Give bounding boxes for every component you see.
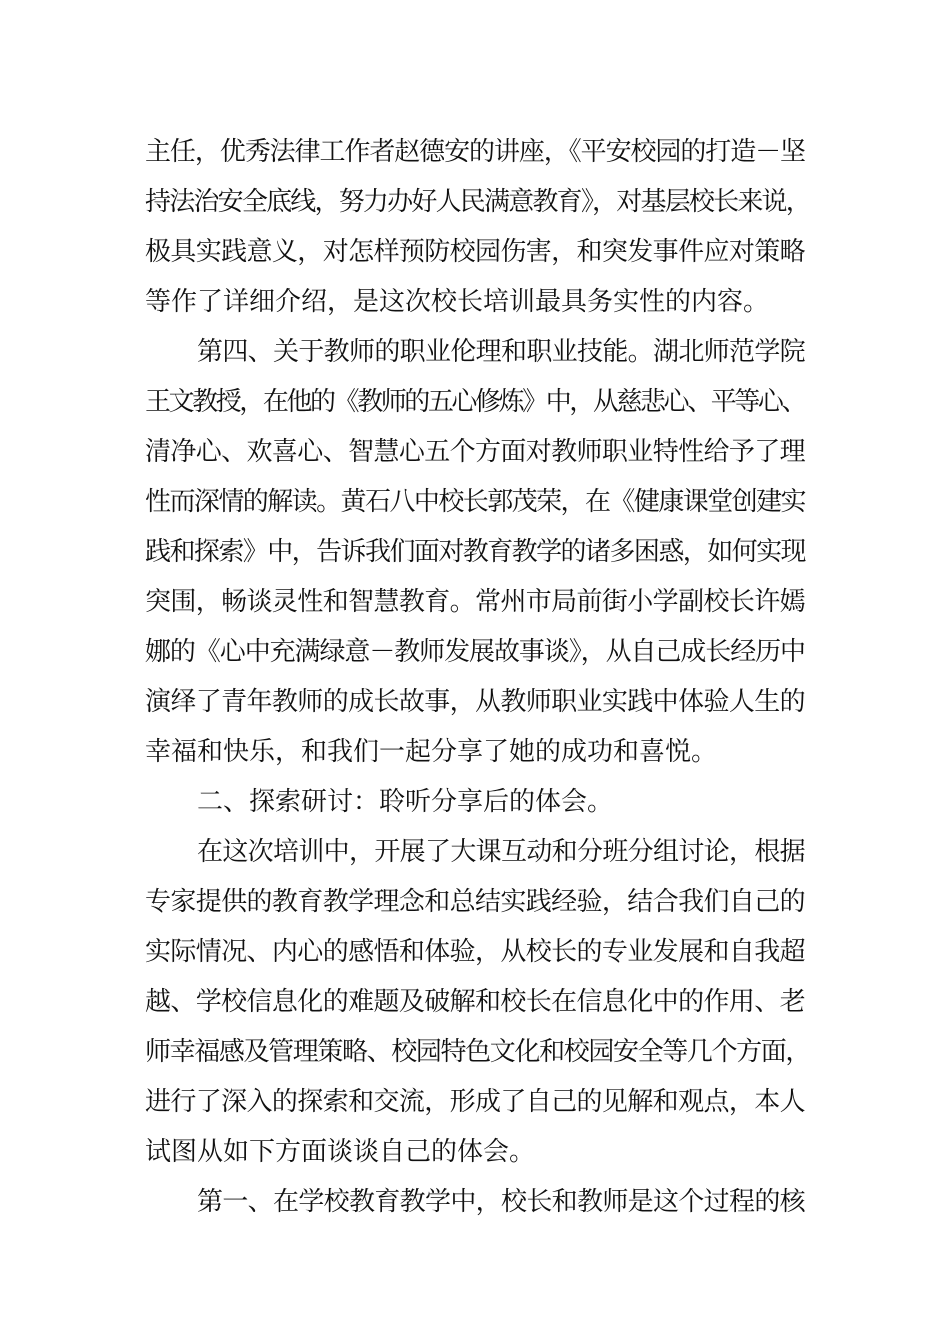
text-line: 试图从如下方面谈谈自己的体会。: [145, 1137, 536, 1167]
section-heading: 二、探索研讨：聆听分享后的体会。: [197, 787, 614, 817]
text-line: 清净心、欢喜心、智慧心五个方面对教师职业特性给予了理: [145, 437, 805, 467]
text-line: 突围，畅谈灵性和智慧教育。常州市局前街小学副校长许嫣: [145, 587, 805, 617]
paragraph-first-line: 在这次培训中，开展了大课互动和分班分组讨论，根据: [197, 837, 805, 867]
text-line: 演绎了青年教师的成长故事，从教师职业实践中体验人生的: [145, 687, 805, 717]
paragraph-first-line: 第一、在学校教育教学中，校长和教师是这个过程的核: [197, 1187, 805, 1217]
text-line: 越、学校信息化的难题及破解和校长在信息化中的作用、老: [145, 987, 805, 1017]
text-line: 王文教授，在他的《教师的五心修炼》中，从慈悲心、平等心、: [145, 387, 805, 417]
text-line: 进行了深入的探索和交流，形成了自己的见解和观点，本人: [145, 1087, 805, 1117]
text-line: 实际情况、内心的感悟和体验，从校长的专业发展和自我超: [145, 937, 805, 967]
text-line: 师幸福感及管理策略、校园特色文化和校园安全等几个方面，: [145, 1037, 810, 1067]
paragraph-first-line: 第四、关于教师的职业伦理和职业技能。湖北师范学院: [197, 337, 805, 367]
text-line: 专家提供的教育教学理念和总结实践经验，结合我们自己的: [145, 887, 805, 917]
text-line: 践和探索》中，告诉我们面对教育教学的诸多困惑，如何实现: [145, 537, 805, 567]
text-line: 幸福和快乐，和我们一起分享了她的成功和喜悦。: [145, 737, 718, 767]
text-line: 主任，优秀法律工作者赵德安的讲座，《平安校园的打造－坚: [145, 137, 805, 167]
text-line: 性而深情的解读。黄石八中校长郭茂荣，在《健康课堂创建实: [145, 487, 805, 517]
text-line: 持法治安全底线，努力办好人民满意教育》，对基层校长来说，: [145, 187, 810, 217]
text-line: 极具实践意义，对怎样预防校园伤害，和突发事件应对策略: [145, 237, 805, 267]
text-line: 娜的《心中充满绿意－教师发展故事谈》，从自己成长经历中: [145, 637, 805, 667]
text-line: 等作了详细介绍，是这次校长培训最具务实性的内容。: [145, 287, 770, 317]
